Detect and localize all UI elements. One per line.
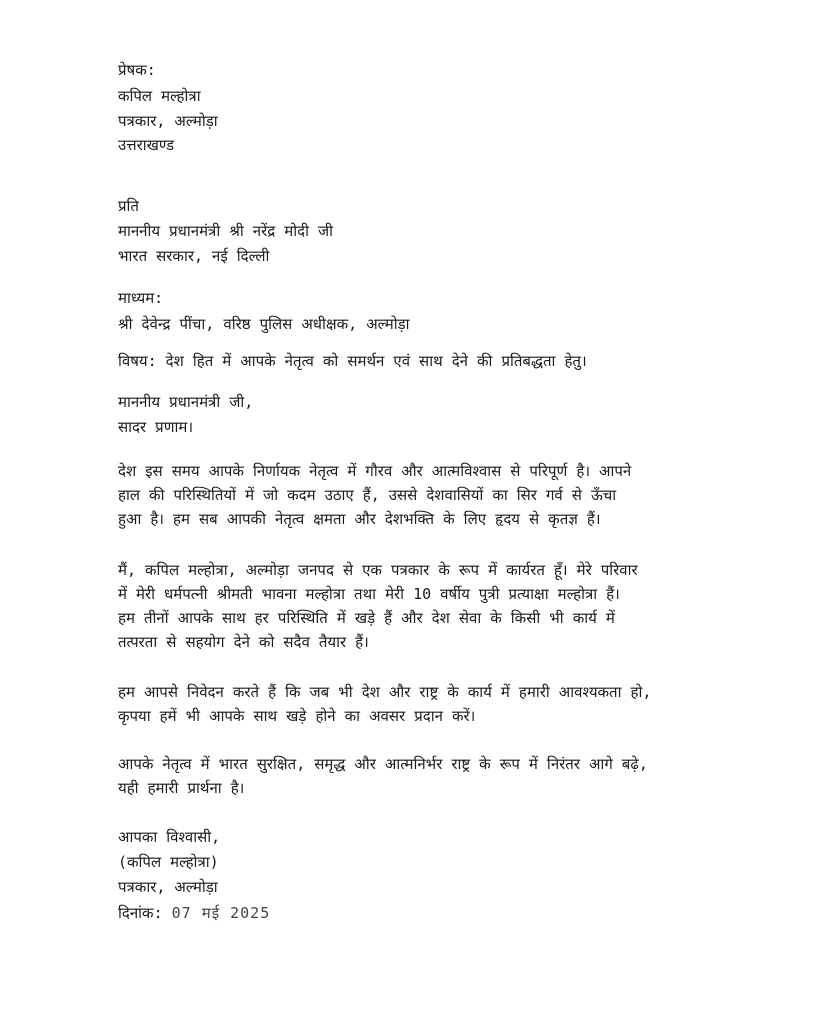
closing-role: पत्रकार, अल्मोड़ा	[118, 878, 218, 896]
date-label: दिनांक:	[118, 904, 163, 922]
paragraph-2	[118, 558, 718, 654]
salutation-line1: माननीय प्रधानमंत्री जी,	[118, 393, 254, 411]
paragraph-line: आपके नेतृत्व में भारत सुरक्षित, समृद्ध और आत्मनिर्भर राष्ट्र के रूप में निरंतर आगे बढ़े,	[118, 755, 648, 773]
closing-line: आपका विश्वासी,	[118, 828, 221, 846]
via-label: माध्यम:	[118, 289, 164, 307]
sender-name: कपिल मल्होत्रा	[118, 87, 201, 105]
recipient-label: प्रति	[118, 197, 139, 215]
sender-label: प्रेषक:	[118, 61, 156, 79]
paragraph-3	[118, 680, 718, 728]
closing-name: (कपिल मल्होत्रा)	[118, 853, 219, 871]
paragraph-line: हम आपसे निवेदन करते हैं कि जब भी देश और राष्ट्र के कार्य में हमारी आवश्यकता हो,	[118, 683, 652, 701]
paragraph-line: में मेरी धर्मपत्नी श्रीमती भावना मल्होत्रा तथा मेरी 10 वर्षीय पुत्री प्रत्याक्षा मल्होत्रा हैं।	[118, 585, 620, 603]
date-value: 07 मई 2025	[171, 904, 271, 922]
paragraph-line: हाल की परिस्थितियों में जो कदम उठाए हैं, उससे देशवासियों का सिर गर्व से ऊँचा	[118, 486, 617, 504]
via-name: श्री देवेन्द्र पींचा, वरिष्ठ पुलिस अधीक्षक, अल्मोड़ा	[118, 315, 410, 333]
paragraph-line: हुआ है। हम सब आपकी नेतृत्व क्षमता और देशभक्ति के लिए हृदय से कृतज्ञ हैं।	[118, 510, 601, 528]
paragraph-line: तत्परता से सहयोग देने को सदैव तैयार हैं।	[118, 633, 369, 651]
paragraph-1	[118, 459, 718, 531]
paragraph-4	[118, 752, 718, 800]
salutation-line2: सादर प्रणाम।	[118, 418, 194, 436]
paragraph-line: कृपया हमें भी आपके साथ खड़े होने का अवसर प्रदान करें।	[118, 707, 476, 725]
paragraph-line: देश इस समय आपके निर्णायक नेतृत्व में गौरव और आत्मविश्वास से परिपूर्ण है। आपने	[118, 462, 632, 480]
sender-role: पत्रकार, अल्मोड़ा	[118, 112, 218, 130]
sender-state: उत्तराखण्ड	[118, 136, 175, 154]
date-line	[118, 901, 270, 925]
recipient-org: भारत सरकार, नई दिल्ली	[118, 247, 270, 265]
paragraph-line: यही हमारी प्रार्थना है।	[118, 779, 245, 797]
paragraph-line: मैं, कपिल मल्होत्रा, अल्मोड़ा जनपद से एक पत्रकार के रूप में कार्यरत हूँ। मेरे परिवार	[118, 561, 638, 579]
recipient-name: माननीय प्रधानमंत्री श्री नरेंद्र मोदी जी	[118, 222, 333, 240]
subject-line: विषय: देश हित में आपके नेतृत्व को समर्थन एवं साथ देने की प्रतिबद्धता हेतु।	[118, 352, 587, 370]
paragraph-line: हम तीनों आपके साथ हर परिस्थिति में खड़े हैं और देश सेवा के किसी भी कार्य में	[118, 609, 615, 627]
